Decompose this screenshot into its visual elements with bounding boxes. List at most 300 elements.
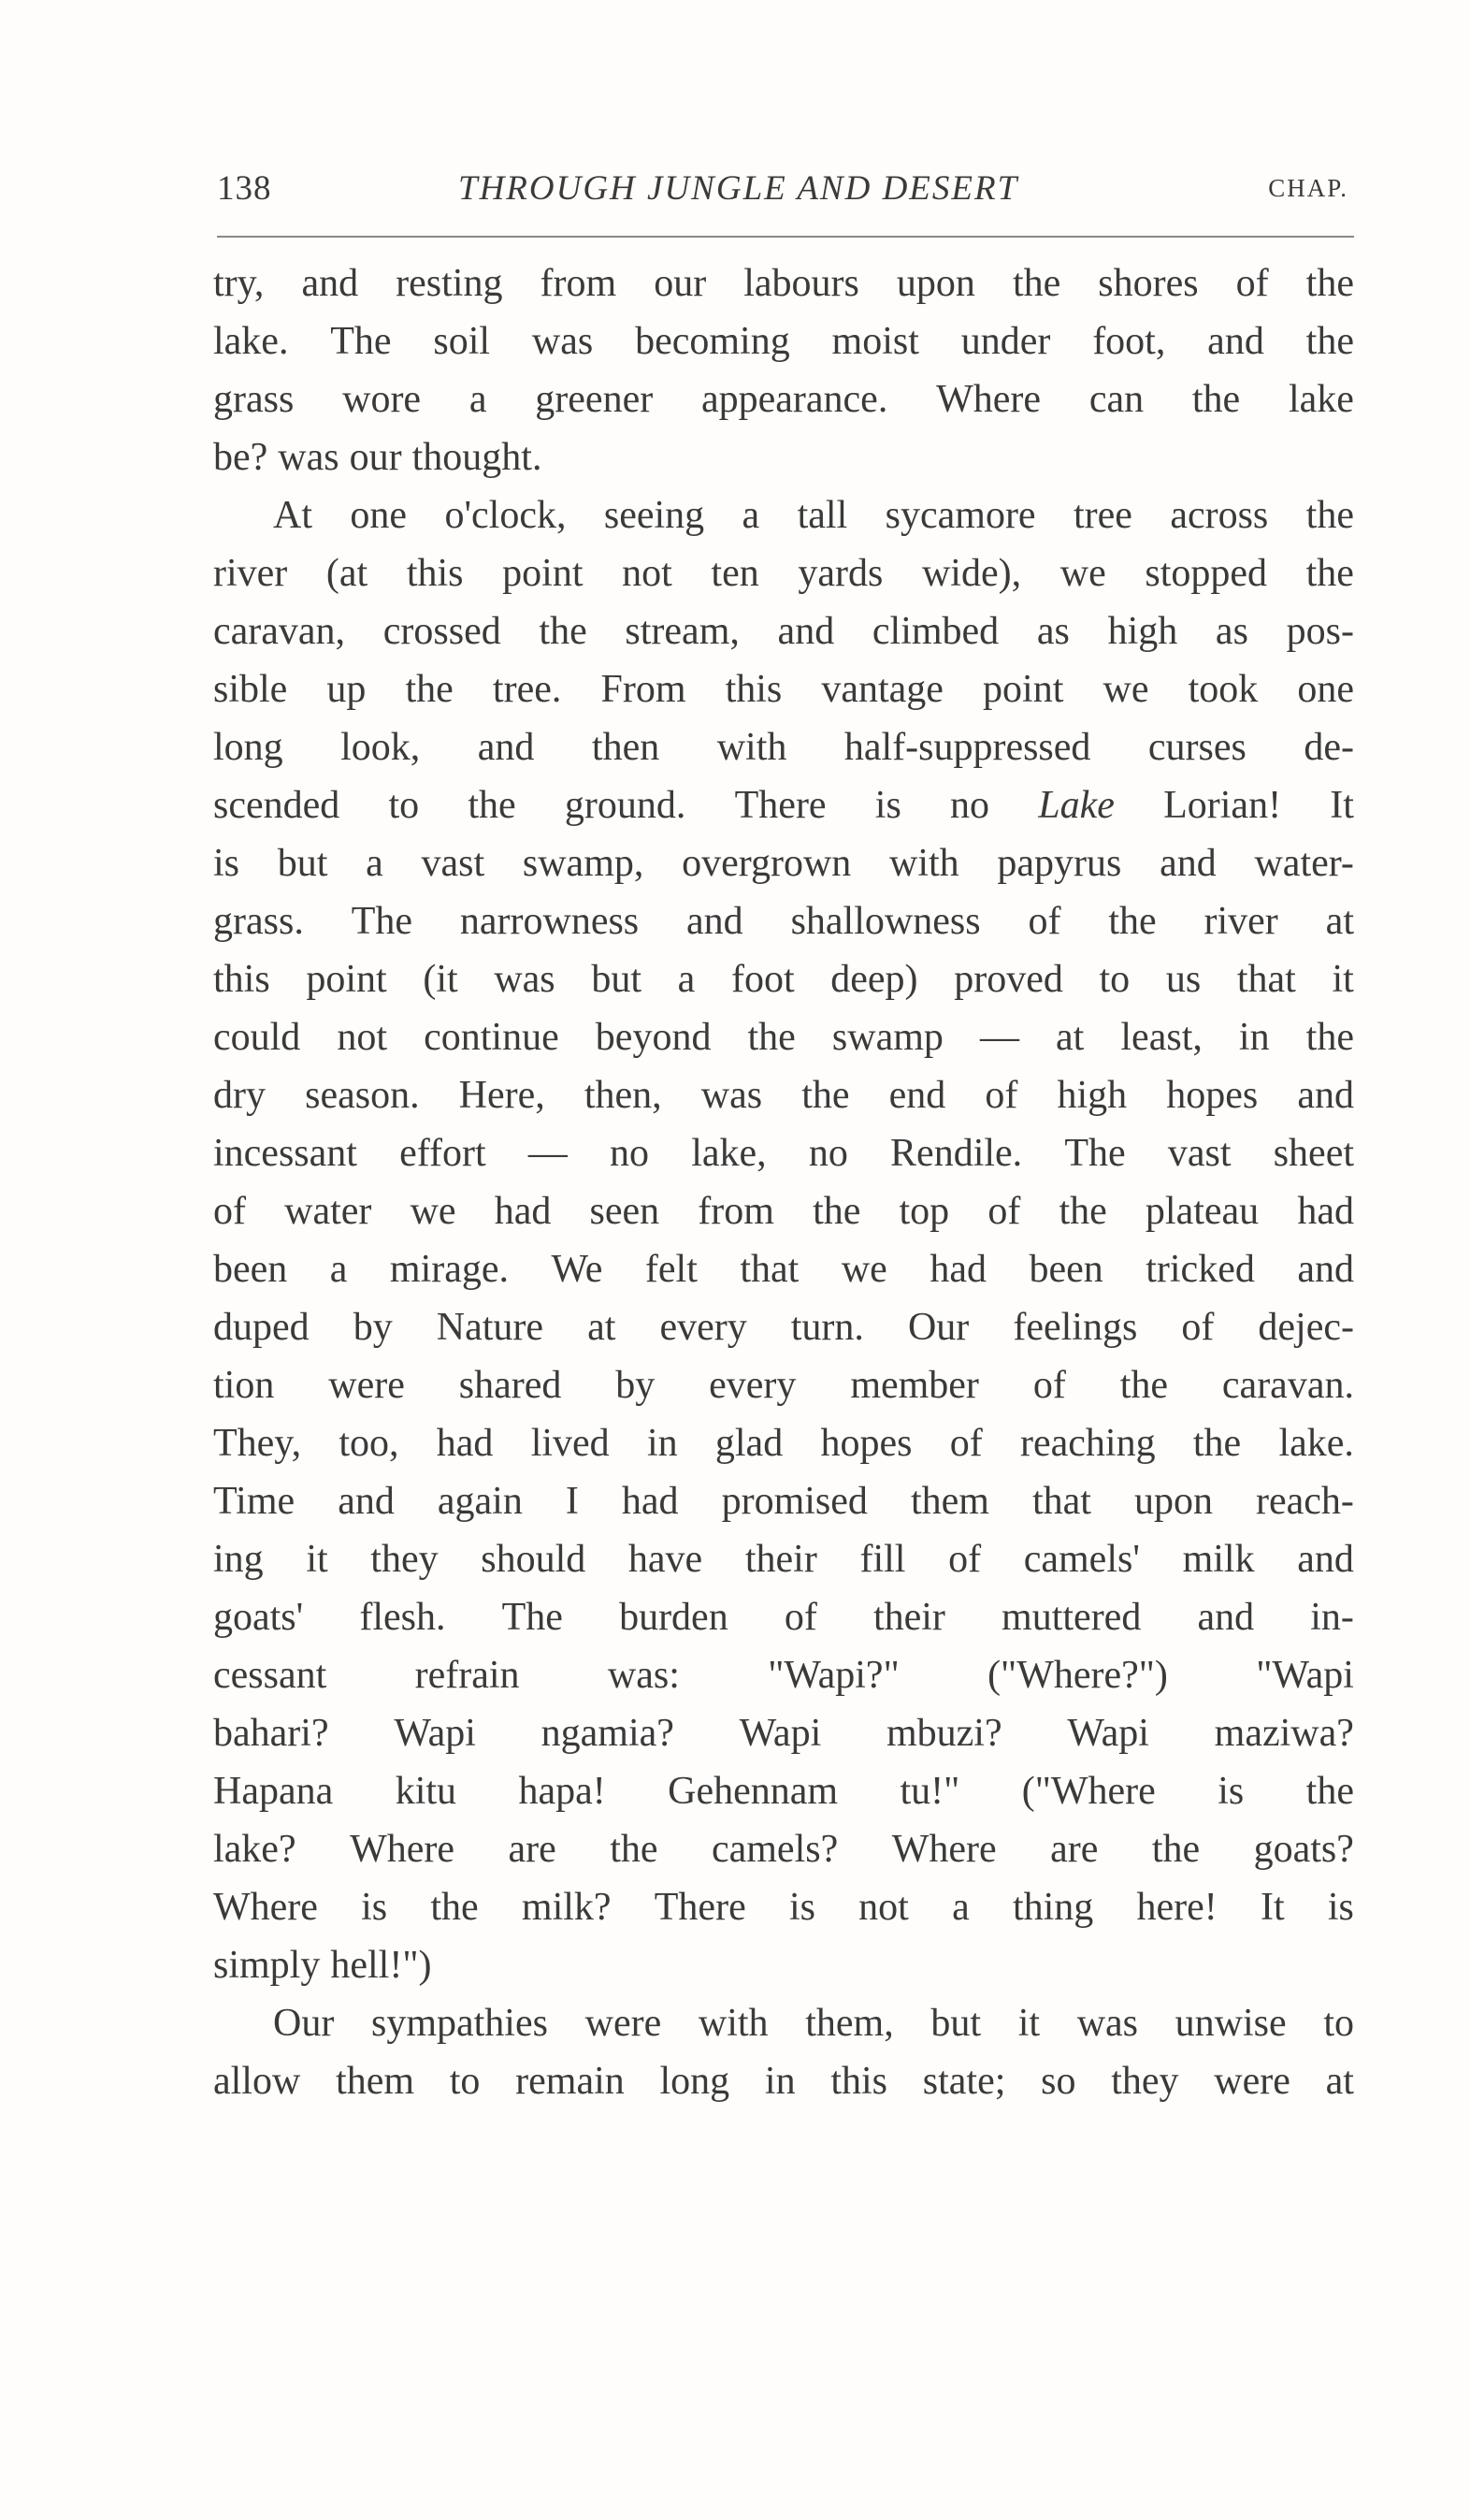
word: the [1119, 1364, 1169, 1407]
word: Wapi [1067, 1712, 1149, 1755]
word: I [565, 1480, 579, 1523]
text-line [213, 312, 1354, 370]
word: upon [1133, 1480, 1213, 1523]
word: de- [1304, 726, 1354, 769]
word: is [1327, 1886, 1354, 1929]
word: The [330, 320, 392, 363]
word: this [406, 552, 464, 595]
word: labours [743, 262, 859, 305]
running-title: THROUGH JUNGLE AND DESERT [458, 169, 1019, 208]
word: mirage. [389, 1248, 510, 1291]
word: a [329, 1248, 348, 1291]
word: of [1235, 262, 1269, 305]
word: hopes [1166, 1074, 1259, 1117]
word: but [930, 2002, 982, 2045]
word: them [910, 1480, 989, 1523]
word: Where [213, 1886, 318, 1929]
word: duped [213, 1306, 310, 1349]
word: incessant [213, 1132, 357, 1175]
word: tall [797, 494, 848, 537]
word: shallowness [790, 900, 981, 943]
word: and [1197, 1596, 1255, 1639]
word: "Wapi [1256, 1654, 1354, 1697]
word: tree [1073, 494, 1132, 537]
word: lake, [691, 1132, 767, 1175]
word: dry [213, 1074, 266, 1117]
word: the [1305, 320, 1354, 363]
word: can [1088, 378, 1145, 421]
word: remain [515, 2060, 625, 2103]
word: thought. [411, 436, 542, 479]
word: our [654, 262, 707, 305]
word: lived [530, 1422, 610, 1465]
word: of [1032, 1364, 1066, 1407]
word: this [725, 668, 783, 711]
word: Here, [458, 1074, 545, 1117]
word: not [337, 1016, 388, 1059]
word: again [437, 1480, 523, 1523]
word: in- [1310, 1596, 1354, 1639]
word: water [284, 1190, 372, 1233]
word-gap [339, 428, 350, 486]
word: the [1305, 552, 1354, 595]
word: was [531, 320, 594, 363]
word: lake? [213, 1828, 296, 1871]
word: at [1056, 1016, 1085, 1059]
word: greener [535, 378, 654, 421]
word: refrain [414, 1654, 520, 1697]
word: the [468, 784, 516, 827]
word: not [622, 552, 672, 595]
word: state; [922, 2060, 1006, 2103]
word: foot [730, 958, 795, 1001]
word: caravan, [213, 610, 346, 653]
text-line [213, 1530, 1354, 1588]
word: glad [714, 1422, 784, 1465]
word: the [405, 668, 454, 711]
word: season. [305, 1074, 420, 1117]
word: moist [831, 320, 919, 363]
word: the [610, 1828, 658, 1871]
word: grass [213, 378, 295, 421]
word: took [1188, 668, 1259, 711]
word: Rendile. [890, 1132, 1023, 1175]
word: They, [213, 1422, 302, 1465]
word: is [361, 1886, 388, 1929]
word: but [591, 958, 641, 1001]
word: long [213, 726, 283, 769]
word: it [1017, 2002, 1041, 2045]
word: was [278, 436, 339, 479]
word: as [1036, 610, 1070, 653]
word: mbuzi? [886, 1712, 1002, 1755]
word: had [1297, 1190, 1354, 1233]
word: had [436, 1422, 494, 1465]
word: and [1297, 1538, 1354, 1581]
word: it [1332, 958, 1354, 1001]
word: them, [805, 2002, 894, 2045]
word: we [1102, 668, 1149, 711]
word: Time [213, 1480, 295, 1523]
word: in [1238, 1016, 1270, 1059]
text-line [213, 718, 1354, 776]
word: shared [458, 1364, 562, 1407]
word: overgrown [682, 842, 852, 885]
word: were [584, 2002, 662, 2045]
word: deep) [830, 958, 918, 1001]
word: their [744, 1538, 817, 1581]
word: It [1330, 784, 1354, 827]
word: in [646, 1422, 678, 1465]
text-line [213, 428, 1354, 486]
word: river [213, 552, 288, 595]
word: water- [1254, 842, 1354, 885]
word: Where [936, 378, 1042, 421]
word: The [351, 900, 412, 943]
word: appearance. [700, 378, 888, 421]
word: lake [1288, 378, 1354, 421]
word: to [1099, 958, 1131, 1001]
word: top [899, 1190, 950, 1233]
word: to [449, 2060, 481, 2103]
word: effort [399, 1132, 486, 1175]
word: was [700, 1074, 763, 1117]
word: Gehennam [668, 1770, 839, 1813]
text-line [213, 254, 1354, 312]
word-gap [267, 428, 278, 486]
word: Wapi [739, 1712, 822, 1755]
word: here! [1136, 1886, 1218, 1929]
word: the [430, 1886, 479, 1929]
word: they [1111, 2060, 1179, 2103]
word: high [1107, 610, 1178, 653]
word: cessant [213, 1654, 327, 1697]
word: under [960, 320, 1051, 363]
word: narrowness [459, 900, 640, 943]
word: bahari? [213, 1712, 329, 1755]
word: Lorian! [1163, 784, 1282, 827]
word: the [1192, 1422, 1242, 1465]
word: point [502, 552, 584, 595]
word: at [587, 1306, 616, 1349]
word: as [1215, 610, 1248, 653]
word: sympathies [370, 2002, 548, 2045]
word: lake. [213, 320, 289, 363]
word: sheet [1273, 1132, 1354, 1175]
word: then [591, 726, 660, 769]
word: that [1031, 1480, 1091, 1523]
word: muttered [1002, 1596, 1142, 1639]
word: no [950, 784, 990, 827]
word: been [1029, 1248, 1103, 1291]
word: and [301, 262, 359, 305]
word: proved [954, 958, 1063, 1001]
text-line [213, 602, 1354, 660]
word: not [858, 1886, 909, 1929]
word: that [740, 1248, 800, 1291]
word: The [501, 1596, 563, 1639]
word: with [889, 842, 959, 885]
word: shores [1098, 262, 1199, 305]
word: to [388, 784, 420, 827]
word: half-suppressed [843, 726, 1091, 769]
word: o'clock, [444, 494, 567, 537]
word: tu!" [900, 1770, 960, 1813]
word: a [952, 1886, 970, 1929]
word: "Wapi?" [768, 1654, 900, 1697]
word: us [1165, 958, 1202, 1001]
word: river [1203, 900, 1278, 943]
word: reaching [1020, 1422, 1156, 1465]
word: least, [1120, 1016, 1203, 1059]
word: we [841, 1248, 887, 1291]
word: the [801, 1074, 850, 1117]
text-line [213, 1704, 1354, 1762]
word: were [1214, 2060, 1290, 2103]
word: unwise [1175, 2002, 1287, 2045]
word: seen [589, 1190, 660, 1233]
word: milk [1182, 1538, 1255, 1581]
word: long [659, 2060, 730, 2103]
text-line [213, 1588, 1354, 1646]
word: are [1050, 1828, 1099, 1871]
word: beyond [595, 1016, 712, 1059]
word-gap [320, 1936, 330, 1994]
text-line [213, 544, 1354, 602]
word: a [468, 378, 487, 421]
text-line [213, 1298, 1354, 1356]
word: was [1076, 2002, 1139, 2045]
text-line [213, 1414, 1354, 1472]
word: is [1218, 1770, 1245, 1813]
word: Where [891, 1828, 997, 1871]
word: at [1325, 900, 1354, 943]
word: At [273, 494, 312, 537]
word: was: [607, 1654, 680, 1697]
word: the [539, 610, 587, 653]
word: and [686, 900, 743, 943]
word: with [716, 726, 787, 769]
word: no [808, 1132, 848, 1175]
text-line [213, 834, 1354, 892]
word: they [370, 1538, 439, 1581]
word: vast [1167, 1132, 1232, 1175]
word: The [1064, 1132, 1126, 1175]
word: From [600, 668, 686, 711]
word: we [1059, 552, 1106, 595]
text-line [213, 2052, 1354, 2110]
word: of [949, 1422, 983, 1465]
word: sycamore [885, 494, 1036, 537]
word: fill [859, 1538, 906, 1581]
word: from [540, 262, 617, 305]
word: could [213, 1016, 301, 1059]
word: soil [433, 320, 491, 363]
word-gap [402, 428, 412, 486]
word: continue [424, 1016, 559, 1059]
word: across [1170, 494, 1269, 537]
word: lake. [1278, 1422, 1354, 1465]
text-line [213, 1240, 1354, 1298]
word: Our [273, 2002, 335, 2045]
word: so [1041, 2060, 1076, 2103]
word: allow [213, 2060, 301, 2103]
word: at [1325, 2060, 1354, 2103]
word: ten [711, 552, 759, 595]
word: one [1297, 668, 1354, 711]
word: every [659, 1306, 747, 1349]
word: been [213, 1248, 288, 1291]
paragraph-first-line [213, 1994, 1354, 2052]
word: curses [1147, 726, 1247, 769]
word: stopped [1145, 552, 1267, 595]
word: vantage [821, 668, 944, 711]
word: (it [423, 958, 458, 1001]
word: turn. [790, 1306, 864, 1349]
word: promised [721, 1480, 868, 1523]
chapter-marker: CHAP. [1268, 174, 1348, 202]
word: hapa! [518, 1770, 606, 1813]
word: and [338, 1480, 395, 1523]
word: had [621, 1480, 679, 1523]
word: (at [325, 552, 368, 595]
text-line [213, 1936, 1354, 1994]
word: We [551, 1248, 603, 1291]
word: the [1059, 1190, 1107, 1233]
word: had [930, 1248, 987, 1291]
word: be? [213, 436, 268, 479]
page-number: 138 [217, 169, 272, 208]
word: camels? [711, 1828, 839, 1871]
word: ngamia? [540, 1712, 674, 1755]
word: of [1181, 1306, 1215, 1349]
word: it [306, 1538, 328, 1581]
word: kitu [395, 1770, 457, 1813]
word: should [481, 1538, 586, 1581]
word: of [213, 1190, 246, 1233]
text-line [213, 370, 1354, 428]
text-line [213, 1820, 1354, 1878]
word: crossed [382, 610, 501, 653]
text-line [213, 776, 1354, 834]
word: Our [907, 1306, 970, 1349]
word: burden [619, 1596, 728, 1639]
word: sible [213, 668, 288, 711]
word: we [410, 1190, 456, 1233]
word: foot, [1092, 320, 1166, 363]
word: the [1151, 1828, 1201, 1871]
word: caravan. [1221, 1364, 1354, 1407]
word: point [306, 958, 387, 1001]
word: Nature [436, 1306, 544, 1349]
word: felt [644, 1248, 698, 1291]
word: grass. [213, 900, 304, 943]
word: and [777, 610, 835, 653]
word: no [610, 1132, 650, 1175]
page-header [217, 168, 1358, 221]
word: high [1057, 1074, 1128, 1117]
word: and [1207, 320, 1264, 363]
word: Hapana [213, 1770, 334, 1813]
word: goats' [213, 1596, 304, 1639]
text-line [213, 1356, 1354, 1414]
word: is [213, 842, 240, 885]
text-line [213, 1182, 1354, 1240]
word: wide), [921, 552, 1022, 595]
word: ("Where?") [987, 1654, 1168, 1697]
word: pos- [1286, 610, 1354, 653]
word: are [508, 1828, 556, 1871]
word: of [985, 1074, 1018, 1117]
word: — [527, 1132, 568, 1175]
word: to [1323, 2002, 1354, 2045]
word: It [1260, 1886, 1285, 1929]
word: papyrus [997, 842, 1122, 885]
word: resting [396, 262, 503, 305]
word: seeing [603, 494, 705, 537]
word: Lake [1038, 784, 1115, 827]
word: had [494, 1190, 552, 1233]
word: tion [213, 1364, 275, 1407]
word: look, [340, 726, 421, 769]
word: them [336, 2060, 415, 2103]
text-line [213, 1878, 1354, 1936]
word: swamp, [522, 842, 644, 885]
word: flesh. [359, 1596, 446, 1639]
word: and [1160, 842, 1217, 885]
word: by [615, 1364, 656, 1407]
word: a [366, 842, 383, 885]
word: is [788, 1886, 815, 1929]
word: the [1012, 262, 1061, 305]
word: tricked [1146, 1248, 1255, 1291]
word: goats? [1253, 1828, 1354, 1871]
text-line [213, 950, 1354, 1008]
word: There [654, 1886, 746, 1929]
word: and [477, 726, 535, 769]
word: the [747, 1016, 796, 1059]
word: the [1305, 262, 1354, 305]
word: their [872, 1596, 945, 1639]
word: simply [213, 1944, 321, 1987]
word: hopes [820, 1422, 913, 1465]
word: the [813, 1190, 861, 1233]
text-line [213, 1008, 1354, 1066]
word: plateau [1145, 1190, 1260, 1233]
word: and [1297, 1074, 1354, 1117]
paragraph-first-line [213, 486, 1354, 544]
word: every [709, 1364, 797, 1407]
word: this [830, 2060, 888, 2103]
word: that [1236, 958, 1296, 1001]
word: Where [350, 1828, 454, 1871]
word: the [1191, 378, 1241, 421]
word: member [850, 1364, 979, 1407]
word: end [888, 1074, 946, 1117]
word: scended [213, 784, 340, 827]
word: was [494, 958, 555, 1001]
word: but [277, 842, 328, 885]
word: ground. [564, 784, 686, 827]
word: the [1108, 900, 1157, 943]
word: in [764, 2060, 796, 2103]
word: milk? [521, 1886, 612, 1929]
word: dejec- [1258, 1306, 1354, 1349]
word: becoming [635, 320, 790, 363]
word: have [627, 1538, 703, 1581]
header-rule [217, 236, 1354, 238]
word: camels' [1023, 1538, 1140, 1581]
